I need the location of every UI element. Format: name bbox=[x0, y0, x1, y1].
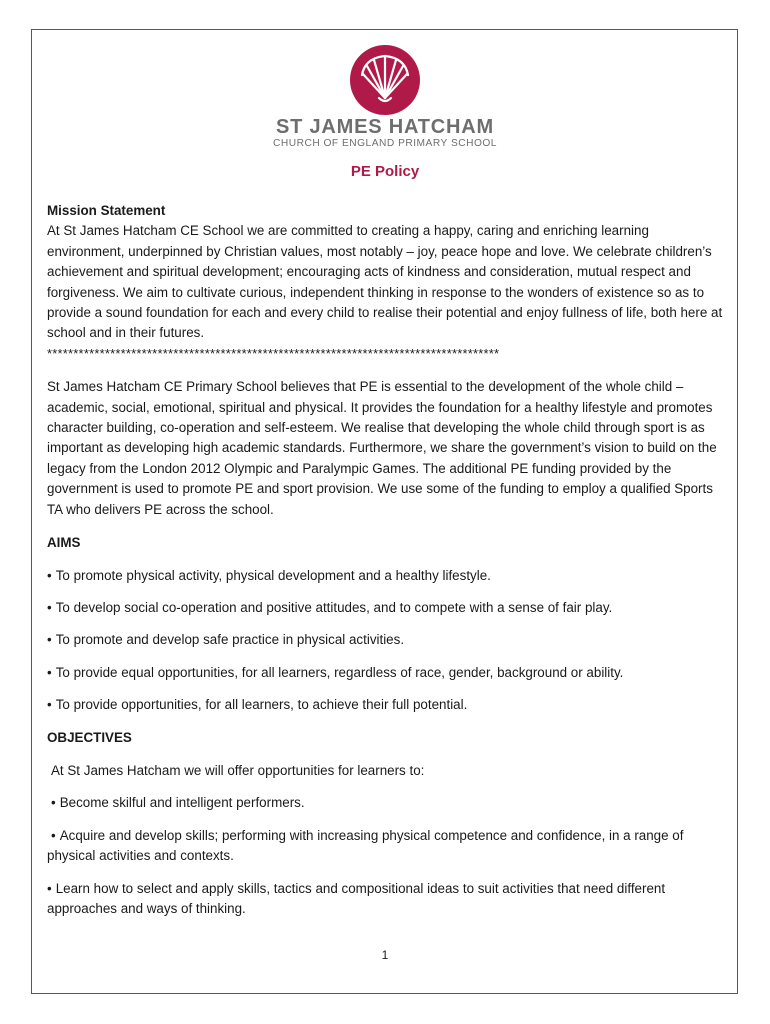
intro-paragraph: St James Hatcham CE Primary School believes that PE is essential to the development of the whole child – academic, social, emotional, spiritual and physical. It provides the foundation for a healthy lifestyle and promotes character building, co-operation and self-esteem. We realise that developing the whole child through sport is as important as developing high academic standards. Furthermore, we share the government’s vision to build on the legacy from the London 2012 Olympic and Paralympic Games. The additional PE funding provided by the government is used to promote PE and sport provision. We use some of the funding to employ a qualified Sports TA who delivers PE across the school. bbox=[47, 379, 717, 517]
mission-text: At St James Hatcham CE School we are committed to creating a happy, caring and enriching learning environment, underpinned by Christian values, most notably – joy, peace hope and love. We celebrate children’s achievement and spiritual development; encouraging acts of kindness and consideration, mutual respect and forgiveness. We aim to cultivate curious, independent thinking in response to the wonders of existence so as to provide a sound foundation for each and every child to realise their potential and enjoy fullness of life, both here at school and in their futures. bbox=[47, 223, 723, 341]
objectives-heading: OBJECTIVES bbox=[47, 729, 132, 745]
page-number: 1 bbox=[381, 948, 389, 962]
school-subtitle: CHURCH OF ENGLAND PRIMARY SCHOOL bbox=[273, 138, 497, 149]
separator-line: ************************************************************************************** bbox=[47, 345, 500, 361]
aims-item bbox=[47, 598, 727, 618]
bullet-icon: • bbox=[47, 664, 52, 680]
document-title: PE Policy bbox=[350, 163, 420, 180]
bullet-icon: • bbox=[47, 880, 52, 896]
aims-item-text: To promote physical activity, physical development and a healthy lifestyle. bbox=[55, 567, 491, 583]
aims-item-text: To develop social co-operation and positive attitudes, and to compete with a sense of fair play. bbox=[55, 599, 613, 615]
objectives-item-text: Learn how to select and apply skills, tactics and compositional ideas to suit activities that need different approaches and ways of thinking. bbox=[47, 880, 666, 916]
aims-item bbox=[47, 695, 727, 715]
aims-item-text: To provide equal opportunities, for all learners, regardless of race, gender, background or ability. bbox=[55, 664, 624, 680]
objectives-item bbox=[47, 826, 727, 867]
aims-item bbox=[47, 566, 727, 586]
objectives-intro: At St James Hatcham we will offer opportunities for learners to: bbox=[51, 762, 425, 778]
aims-item-text: To promote and develop safe practice in physical activities. bbox=[55, 632, 405, 648]
scallop-shell-icon bbox=[349, 44, 421, 116]
objectives-item-text: Acquire and develop skills; performing with increasing physical competence and confidence, in a range of physical activities and contexts. bbox=[47, 827, 684, 864]
objectives-item bbox=[47, 879, 727, 920]
mission-heading: Mission Statement bbox=[47, 203, 166, 218]
aims-item bbox=[47, 663, 727, 683]
aims-item bbox=[47, 630, 727, 650]
aims-heading: AIMS bbox=[47, 535, 81, 551]
bullet-icon: • bbox=[47, 599, 52, 615]
bullet-icon: • bbox=[51, 795, 56, 811]
bullet-icon: • bbox=[47, 567, 52, 583]
school-name: ST JAMES HATCHAM bbox=[276, 116, 494, 138]
aims-item-text: To provide opportunities, for all learners, to achieve their full potential. bbox=[55, 697, 468, 713]
objectives-item bbox=[47, 793, 727, 813]
objectives-item-text: Become skilful and intelligent performers. bbox=[59, 795, 305, 811]
bullet-icon: • bbox=[47, 632, 52, 648]
bullet-icon: • bbox=[47, 697, 52, 713]
bullet-icon: • bbox=[51, 827, 56, 843]
document-body bbox=[47, 201, 727, 919]
